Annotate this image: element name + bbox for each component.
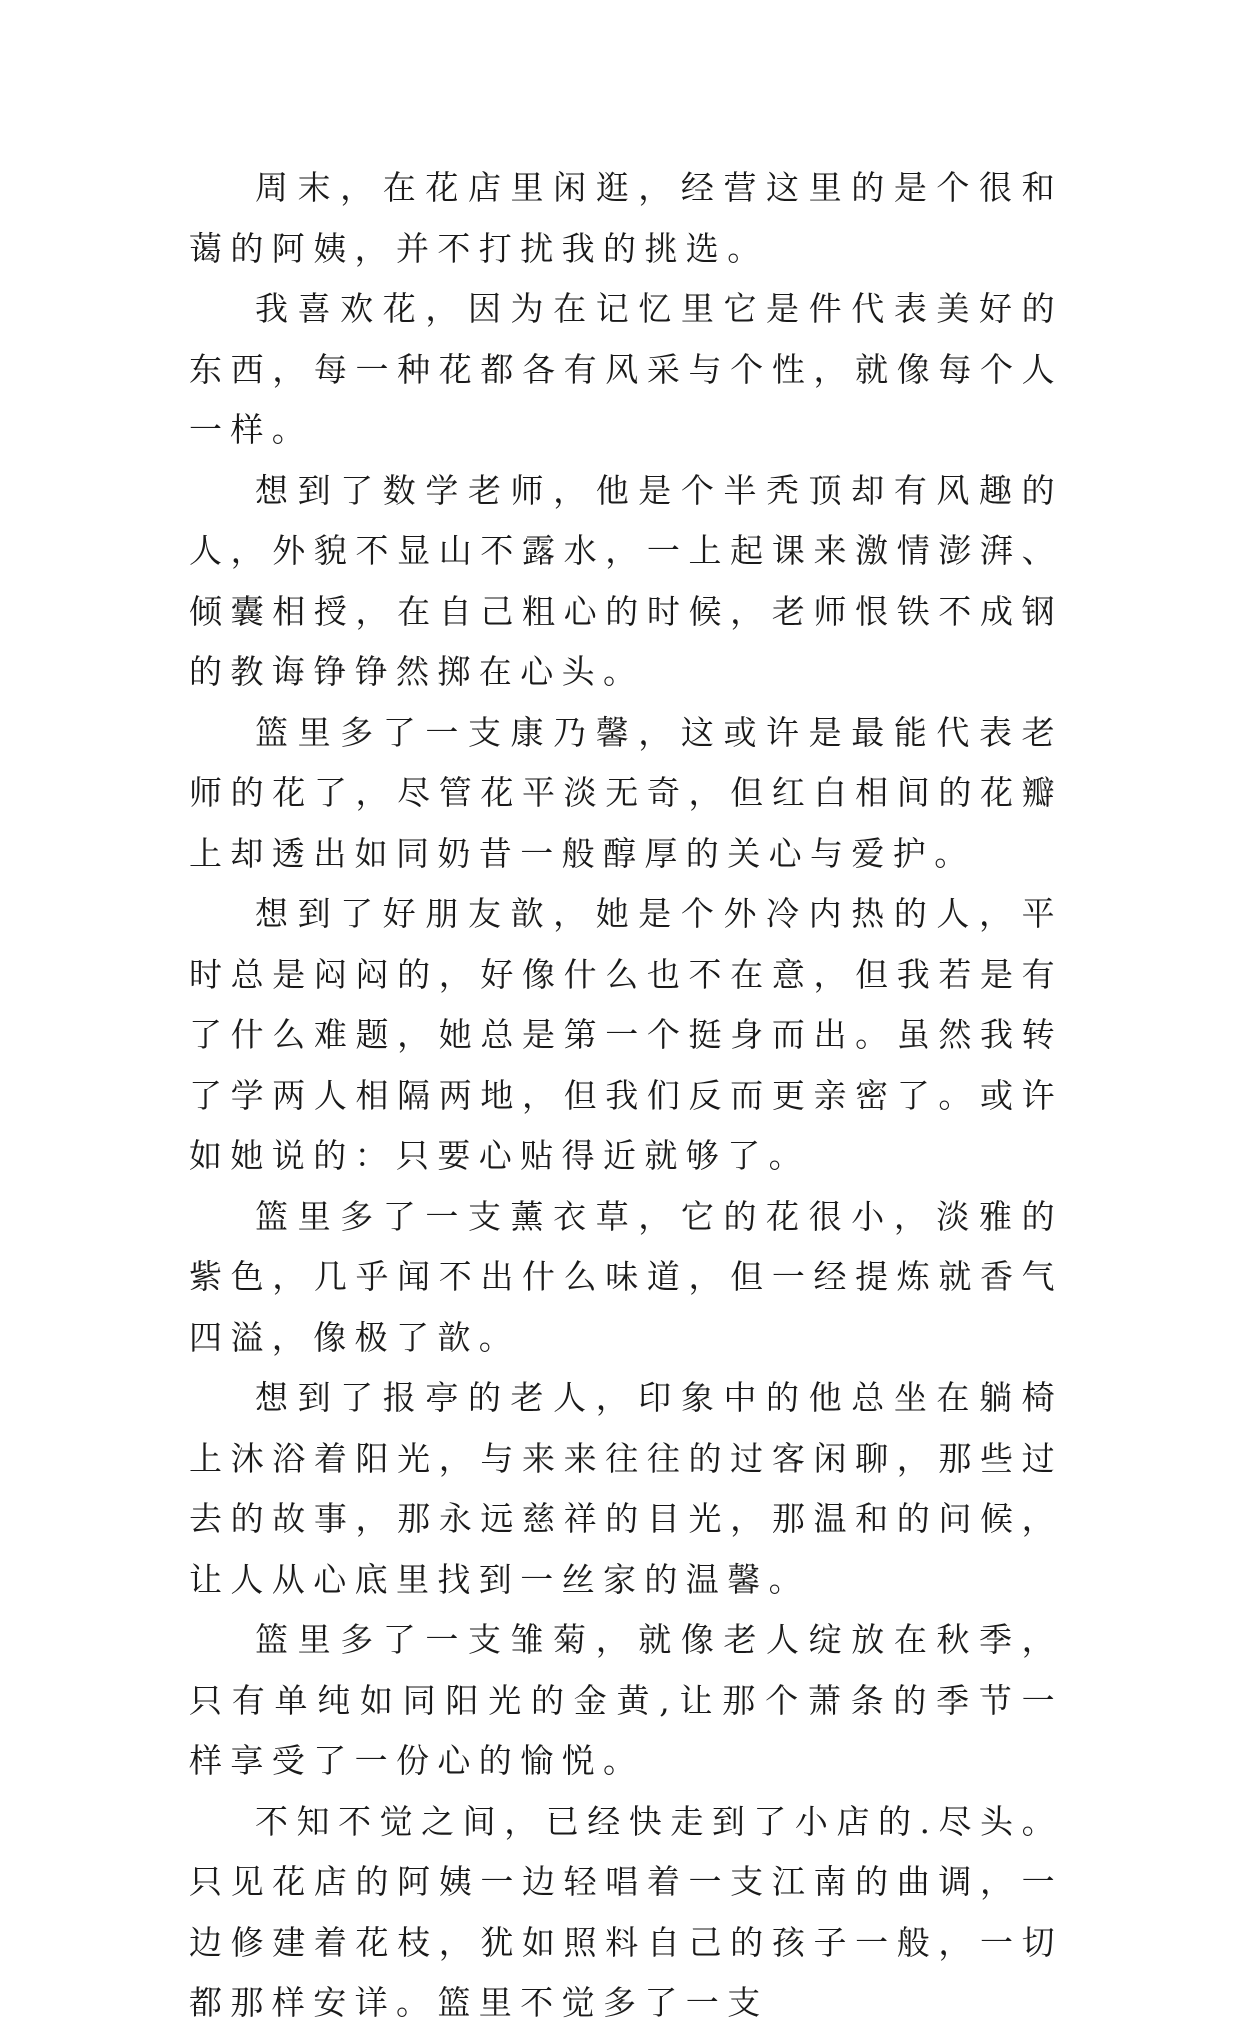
paragraph-4: 篮里多了一支康乃馨，这或许是最能代表老师的花了，尽管花平淡无奇，但红白相间的花瓣上却透出如同奶昔一般醇厚的关心与爱护。 (189, 712, 1063, 873)
paragraph-1: 周末，在花店里闲逛，经营这里的是个很和蔼的阿姨，并不打扰我的挑选。 (189, 168, 1063, 268)
paragraph-5: 想到了好朋友歆，她是个外冷内热的人，平时总是闷闷的，好像什么也不在意，但我若是有了什么难题，她总是第一个挺身而出。虽然我转了学两人相隔两地，但我们反而更亲密了。或许如她说的：只要心贴得近就够了。 (189, 894, 1063, 1175)
paragraph-6: 篮里多了一支薰衣草，它的花很小，淡雅的紫色，几乎闻不出什么味道，但一经提炼就香气四溢，像极了歆。 (189, 1196, 1063, 1357)
paragraph-8: 篮里多了一支雏菊，就像老人绽放在秋季，只有单纯如同阳光的金黄,让那个萧条的季节一样享受了一份心的愉悦。 (189, 1620, 1063, 1780)
paragraph-9: 不知不觉之间，已经快走到了小店的.尽头。只见花店的阿姨一边轻唱着一支江南的曲调，一边修建着花枝，犹如照料自己的孩子一般，一切都那样安详。篮里不觉多了一支 (189, 1801, 1063, 2022)
paragraph-2: 我喜欢花，因为在记忆里它是件代表美好的东西，每一种花都各有风采与个性，就像每个人一样。 (189, 289, 1063, 449)
body-text (189, 158, 1063, 2034)
paragraph-3: 想到了数学老师，他是个半秃顶却有风趣的人，外貌不显山不露水，一上起课来激情澎湃、倾囊相授，在自己粗心的时候，老师恨铁不成钢的教诲铮铮然掷在心头。 (189, 470, 1063, 691)
paragraph-7: 想到了报亭的老人，印象中的他总坐在躺椅上沐浴着阳光，与来来往往的过客闲聊，那些过去的故事，那永远慈祥的目光，那温和的问候，让人从心底里找到一丝家的温馨。 (189, 1378, 1063, 1599)
